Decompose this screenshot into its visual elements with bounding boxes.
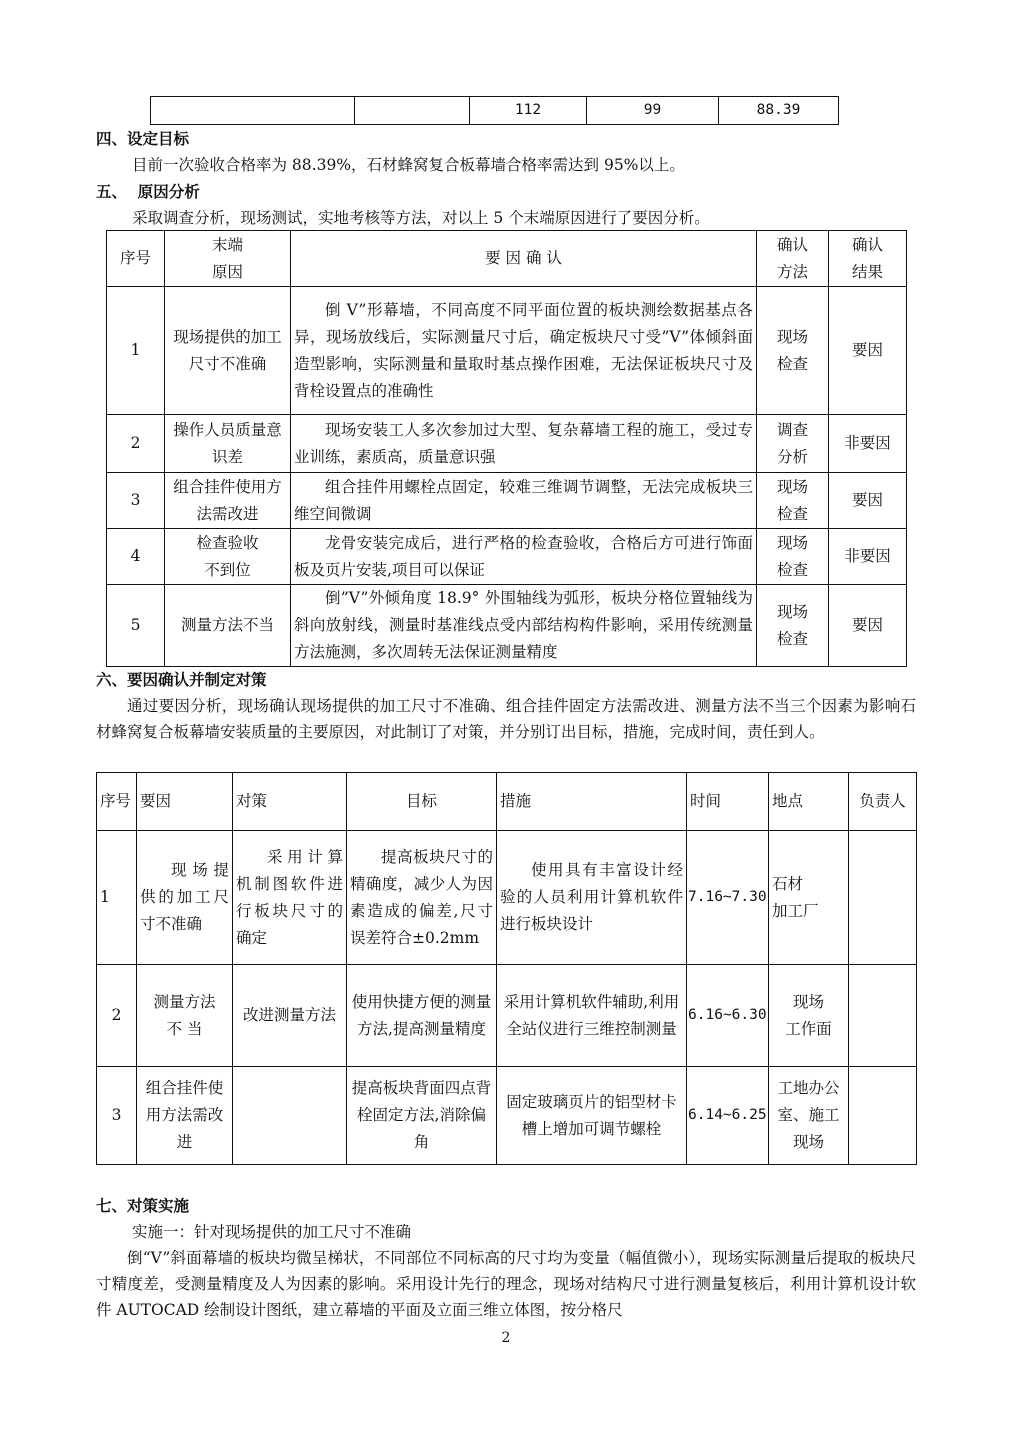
cause-cell: 测量方法不当 xyxy=(165,585,291,667)
cause-cell: 现场提供的加工尺寸不准确 xyxy=(165,287,291,415)
method-cell: 现场 检查 xyxy=(757,585,829,667)
header-cell: 对策 xyxy=(233,773,347,831)
place-cell: 工地办公室、施工现场 xyxy=(769,1067,849,1165)
header-cell: 末端 原因 xyxy=(165,231,291,287)
owner-cell xyxy=(849,831,917,965)
time-cell: 6.16~6.30 xyxy=(687,965,769,1067)
action-cell: 固定玻璃页片的铝型材卡槽上增加可调节螺栓 xyxy=(497,1067,687,1165)
table-row xyxy=(107,473,907,529)
top-table-cell: 99 xyxy=(587,97,719,125)
header-cell: 措施 xyxy=(497,773,687,831)
owner-cell xyxy=(849,965,917,1067)
header-cell: 目标 xyxy=(347,773,497,831)
top-table-cell: 112 xyxy=(470,97,587,125)
target-cell: 提高板块背面四点背栓固定方法,消除偏角 xyxy=(347,1067,497,1165)
cause-cell: 现场提供的加工尺寸不准确 xyxy=(137,831,233,965)
section4-text: 目前一次验收合格率为 88.39%，石材蜂窝复合板幕墙合格率需达到 95%以上。 xyxy=(132,156,685,174)
table-row xyxy=(107,529,907,585)
time-cell: 6.14~6.25 xyxy=(687,1067,769,1165)
place-cell: 现场 工作面 xyxy=(769,965,849,1067)
section6-heading: 六、要因确认并制定对策 xyxy=(96,671,267,689)
measure-cell: 采用计算机制图软件进行板块尺寸的确定 xyxy=(233,831,347,965)
cause-cell: 测量方法 不 当 xyxy=(137,965,233,1067)
page-number: 2 xyxy=(501,1330,511,1346)
row-number: 3 xyxy=(107,473,165,529)
section5-text: 采取调查分析，现场测试，实地考核等方法，对以上 5 个末端原因进行了要因分析。 xyxy=(132,209,710,227)
table-row xyxy=(97,831,917,965)
cause-cell: 组合挂件使用方法需改进 xyxy=(137,1067,233,1165)
header-cell: 时间 xyxy=(687,773,769,831)
cause-cell: 检查验收 不到位 xyxy=(165,529,291,585)
top-table-cell xyxy=(151,97,355,125)
section7-text: 倒“V”斜面幕墙的板块均微呈梯状，不同部位不同标高的尺寸均为变量（幅值微小），现场实际测量后提取的板块尺寸精度差，受测量精度及人为因素的影响。采用设计先行的理念，现场对结构尺寸进行测量复核后，利用计算机设计软件 AUTOCAD 绘制设计图纸，建立幕墙的平面及立面三维立体图，按分格尺 xyxy=(96,1249,916,1319)
result-cell: 要因 xyxy=(829,287,907,415)
top-table-cell xyxy=(355,97,470,125)
target-cell: 使用快捷方便的测量方法,提高测量精度 xyxy=(347,965,497,1067)
header-cell: 序号 xyxy=(107,231,165,287)
row-number: 5 xyxy=(107,585,165,667)
method-cell: 现场 检查 xyxy=(757,287,829,415)
table-row xyxy=(97,1067,917,1165)
row-number: 1 xyxy=(107,287,165,415)
table-row xyxy=(107,287,907,415)
place-cell: 石材 加工厂 xyxy=(769,831,849,965)
row-number: 4 xyxy=(107,529,165,585)
action-cell: 采用计算机软件辅助,利用全站仪进行三维控制测量 xyxy=(497,965,687,1067)
confirm-cell: 龙骨安装完成后，进行严格的检查验收，合格后方可进行饰面板及页片安装,项目可以保证 xyxy=(291,529,757,585)
header-cell: 确认 方法 xyxy=(757,231,829,287)
result-cell: 要因 xyxy=(829,473,907,529)
result-cell: 要因 xyxy=(829,585,907,667)
result-cell: 非要因 xyxy=(829,415,907,473)
time-cell: 7.16~7.30 xyxy=(687,831,769,965)
top-table-cell: 88.39 xyxy=(719,97,839,125)
top-table xyxy=(150,96,839,125)
header-cell: 序号 xyxy=(97,773,137,831)
header-cell: 要 因 确 认 xyxy=(291,231,757,287)
section7-heading: 七、对策实施 xyxy=(96,1197,190,1215)
row-number: 2 xyxy=(97,965,137,1067)
method-cell: 现场 检查 xyxy=(757,473,829,529)
cause-cell: 操作人员质量意识差 xyxy=(165,415,291,473)
measure-cell: 改进测量方法 xyxy=(233,965,347,1067)
confirm-cell: 倒 V”形幕墙，不同高度不同平面位置的板块测绘数据基点各异，现场放线后，实际测量尺寸后，确定板块尺寸受”V”体倾斜面造型影响，实际测量和量取时基点操作困难，无法保证板块尺寸及背栓设置点的准确性 xyxy=(291,287,757,415)
method-cell: 调查 分析 xyxy=(757,415,829,473)
section5-heading: 五、 原因分析 xyxy=(96,183,200,201)
method-cell: 现场 检查 xyxy=(757,529,829,585)
table-row xyxy=(107,585,907,667)
table-row xyxy=(97,965,917,1067)
action-cell: 使用具有丰富设计经验的人员利用计算机软件进行板块设计 xyxy=(497,831,687,965)
owner-cell xyxy=(849,1067,917,1165)
header-cell: 要因 xyxy=(137,773,233,831)
confirm-cell: 组合挂件用螺栓点固定，较难三维调节调整，无法完成板块三维空间微调 xyxy=(291,473,757,529)
row-number: 2 xyxy=(107,415,165,473)
result-cell: 非要因 xyxy=(829,529,907,585)
cause-analysis-table xyxy=(106,230,907,667)
section6-text: 通过要因分析，现场确认现场提供的加工尺寸不准确、组合挂件固定方法需改进、测量方法不当三个因素为影响石材蜂窝复合板幕墙安装质量的主要原因，对此制订了对策，并分别订出目标，措施，完成时间，责任到人。 xyxy=(96,697,916,741)
section4-heading: 四、设定目标 xyxy=(96,130,190,148)
header-cell: 地点 xyxy=(769,773,849,831)
cause-cell: 组合挂件使用方法需改进 xyxy=(165,473,291,529)
row-number: 1 xyxy=(97,831,137,965)
countermeasure-table xyxy=(96,772,917,1165)
target-cell: 提高板块尺寸的精确度，减少人为因素造成的偏差,尺寸误差符合±0.2mm xyxy=(347,831,497,965)
table-row xyxy=(107,415,907,473)
row-number: 3 xyxy=(97,1067,137,1165)
header-cell: 确认 结果 xyxy=(829,231,907,287)
confirm-cell: 现场安装工人多次参加过大型、复杂幕墙工程的施工，受过专业训练，素质高，质量意识强 xyxy=(291,415,757,473)
confirm-cell: 倒”V”外倾角度 18.9° 外围轴线为弧形，板块分格位置轴线为斜向放射线，测量时基准线点受内部结构构件影响，采用传统测量方法施测，多次周转无法保证测量精度 xyxy=(291,585,757,667)
header-cell: 负责人 xyxy=(849,773,917,831)
section7-subheading: 实施一：针对现场提供的加工尺寸不准确 xyxy=(132,1223,412,1241)
measure-cell xyxy=(233,1067,347,1165)
